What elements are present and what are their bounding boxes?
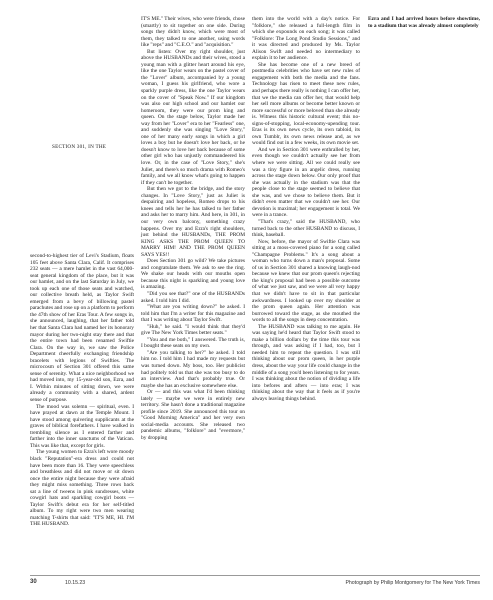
article-column-3	[252, 16, 360, 402]
paragraph: And we in Section 301 were enthralled by her, even though we couldn't actually see her from where we were sitting. All we could really see was a tiny figure in an angelic dress, running across the stage down below. Our only proof that she was actually in the stadium was that the people close to the stage seemed to believe that she was, and we chose to believe them. But it didn't even matter that we couldn't see her. Our devotion is maximal; her engagement is total. We were in a trance.	[252, 146, 360, 219]
paragraph: "Huh," he said. "I would think that they'd give The New York Times better seats."	[141, 323, 245, 337]
paragraph: Ezra and I had arrived hours before showtime, to a stadium that was already almost completely	[368, 16, 480, 29]
paragraph: them into the world with a day's notice. For "folklore," she released a full-length film in which she expounds on each song; it was called "Folklore: The Long Pond Studio Sessions," and it was directed and produced by Ms. Taylor Alison Swift and needed no intermediary to explain it to her audience.	[252, 16, 360, 62]
paragraph: But then we got to the bridge, and the story changes. In "Love Story," just as Juliet is despairing and hopeless, Romeo drops to his knees and tells her he has talked to her father and asks her to marry him. And here, in 301, in our very own balcony, something crazy happens. Over my and Ezra's right shoulders, just behind the HUSBANDs, THE PROM KING ASKS THE PROM QUEEN TO MARRY HIM! AND THE PROM QUEEN SAYS YES!!	[141, 186, 245, 258]
paragraph: The young women to Ezra's left wore moody black "Reputation"-era dress and could not have been more than 16. They were speechless and breathless and did not move or sit down once the entire night because they were afraid they might miss something. Three rows back sat a line of tweens in pink sundresses, white cowgirl hats and sparkling cowgirl boots — Taylor Swift's debut era for her self-titled album. To my right were two men wearing matching T-shirts that said: "IT'S ME, HI. I'M THE HUSBAND.	[30, 449, 134, 528]
photo-credit: Photograph by Philip Montgomery for The New York Times	[345, 579, 480, 586]
paragraph: "That's crazy," said the HUSBAND, who turned back to the other HUSBAND to discuss, I think, baseball.	[252, 218, 360, 239]
article-column-1	[30, 253, 134, 528]
issue-date: 10.15.23	[65, 579, 86, 586]
paragraph: But listen: Over my right shoulder, just above the HUSBANDs and their wives, stood a young man with a glitter heart around his eye, like the one Taylor wears on the pastel cover of the "Lover" album, accompanied by a young woman, I guess his girlfriend, who wore a sparkly purple dress, like the one Taylor wears on the cover of "Speak Now." If our kingdom was also our high school and our hamlet our homeroom, they were our prom king and queen. On the stage below, Taylor made her way from her "Lover" era to her "Fearless" one, and suddenly she was singing "Love Story," one of her many early songs in which a girl loves a boy but he doesn't love her back, or he doesn't know to love her back because of some other girl who has unjustly commandeered his love. Or, in the case of "Love Story," she's Juliet, and there's so much drama with Romeo's family, and we all know what's going to happen if they can't be together.	[141, 48, 245, 186]
section-label: SECTION 301, IN THE	[52, 144, 107, 150]
paragraph: She has become one of a new breed of postmedia celebrities who have set new rules of engagement with both the media and the fans. Technology has risen to meet these new rules, and perhaps there really is nothing I can offer her, that we the media can offer her, that would help her sell more albums or become better known or more successful or more beloved than she already is. Witness this historic cultural event; this no-signs-of-stopping, local-economy-upending tour. Eras is its own news cycle, its own tabloid, its own Tumblr, its own news release and, as we would find out in a few weeks, its own movie set.	[252, 61, 360, 147]
paragraph: second-to-highest tier of Levi's Stadium, floats 105 feet above Santa Clara, Calif. It comprises 232 seats — a mere hamlet in the vast 64,000-seat general kingdom of the place, but it was our hamlet, and on the last Saturday in July, we took up each one of those seats and watched, our collective breath held, as Taylor Swift emerged from a bevy of billowing pastel parachutes and rose up on a platform to perform the 47th show of her Eras Tour. A few songs in, she announced, laughing, that her father told her that Santa Clara had named her its honorary mayor during her two-night stay there and that the entire town had been renamed Swiftie Clara. On the way in, we saw the Police Department cheerfully exchanging friendship bracelets with legions of Swifties. The microcosm of Section 301 offered this same sense of serenity. What a nice neighborhood we had moved into, my 15-year-old son, Ezra, and I. Within minutes of sitting down, we were already a community with a shared, ardent sense of purpose.	[30, 253, 134, 404]
paragraph: "You and me both," I answered. The truth is, I bought these seats on my own.	[141, 336, 245, 350]
paragraph: "Are you talking to her?" he asked. I told him no. I told him I had made my requests but was turned down. My boss, too. Her publicist had politely told us that she was too busy to do an interview. And that's probably true. Or maybe she has an exclusive somewhere else.	[141, 349, 245, 389]
page-number: 30	[30, 579, 37, 585]
paragraph: The HUSBAND was talking to me again. He was saying he'd heard that Taylor Swift stood to make a billion dollars by the time this tour was through, and was asking if I had, too, but I needed him to repeat the question. I was still thinking about our prom queen, in her purple dress, about the way your life could change in the middle of a song you'd been listening to for years. I was thinking about the notion of dividing a life into befores and afters — into eras; I was thinking about the way that it feels as if you're always leaving things behind.	[252, 323, 360, 402]
paragraph: Or — and this was what I'd been thinking lately — maybe we were in entirely new territory. She hasn't done a traditional magazine profile since 2019. She announced this tour on "Good Morning America" and her very own social-media accounts. She released two pandemic albums, "folklore" and "evermore," by dropping	[141, 389, 245, 441]
paragraph: IT'S ME." Their wives, who were friends, chose (smartly) to sit together on one side. During songs they didn't know, which were most of them, they talked to one another, using words like "reps" and "C.E.O." and "acquisition."	[141, 16, 245, 49]
paragraph: Does Section 301 go wild? We take pictures and congratulate them. We ask to see the ring. We shake our heads with our mouths open because this night is sparkling and young love is amazing.	[141, 258, 245, 291]
article-column-2	[141, 16, 245, 442]
paragraph: "Did you see that?" one of the HUSBANDs asked. I told him I did.	[141, 290, 245, 304]
paragraph: "What are you writing down?" he asked. I told him that I'm a writer for this magazine and that I was writing about Taylor Swift.	[141, 304, 245, 324]
paragraph: The mood was solemn — spiritual, even. I have prayed at dawn at the Temple Mount. I have stood among quivering supplicants at the graves of biblical forefathers. I have walked in trembling silence as I entered farther and farther into the inner sanctums of the Vatican. This was like that, except for girls.	[30, 403, 134, 449]
page-footer	[30, 575, 480, 586]
paragraph: Now, before, the mayor of Swiftie Clara was sitting at a moss-covered piano for a song called "Champagne Problems." It's a song about a woman who turns down a man's proposal. Some of us in Section 301 shared a knowing laugh-nod because we knew that our prom queen's rejecting the king's proposal had been a possible outcome of what we just saw, and we were all very happy that we didn't have to sit in that particular awkwardness. I looked up over my shoulder at the prom queen again. Her attention was burrowed toward the stage, as she mouthed the words to all the songs in deep concentration.	[252, 238, 360, 324]
article-column-4	[368, 16, 480, 29]
